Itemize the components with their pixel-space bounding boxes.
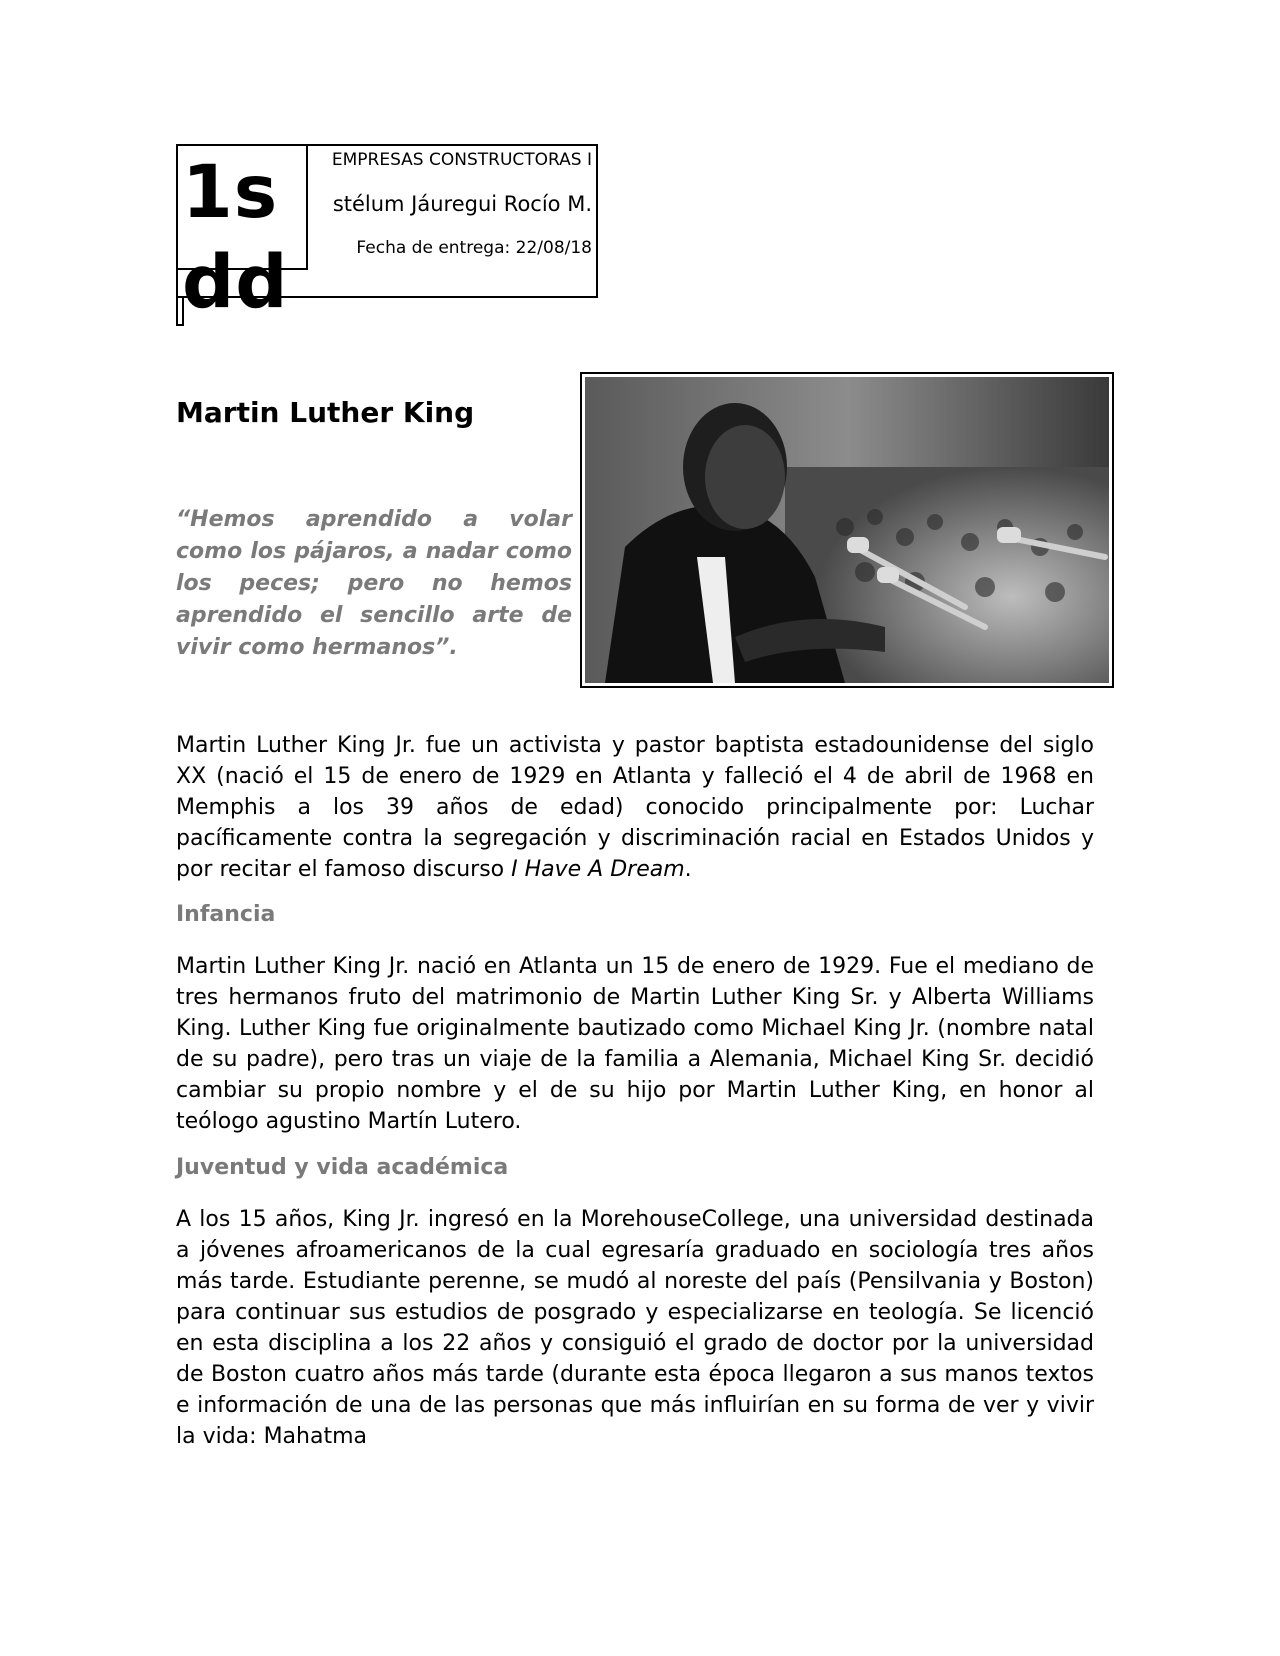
quote: “Hemos aprendido a volar como los pájaros, a nadar como los peces; pero no hemos aprendido el sencillo arte de vivir como hermanos”.	[176, 507, 572, 660]
portrait-photo	[580, 372, 1114, 688]
section-heading-infancia: Infancia	[176, 902, 276, 927]
header-company	[300, 150, 592, 170]
section-heading-juventud: Juventud y vida académica	[176, 1155, 509, 1180]
header-author	[300, 192, 592, 216]
document-title: Martin Luther King	[176, 396, 475, 429]
intro-text: Martin Luther King Jr. fue un activista y pastor baptista estadounidense del siglo XX (nació el 15 de enero de 1929 en Atlanta y falleció el 4 de abril de 1968 en Memphis a los 39 años de edad) conocido principalmente por: Luchar pacíficamente contra la segregación y discriminación racial en Estados Unidos y por recitar el famoso discurso	[176, 733, 1094, 882]
section-paragraph-juventud: A los 15 años, King Jr. ingresó en la MorehouseCollege, una universidad destinada a jóvenes afroamericanos de la cual egresaría graduado en sociología tres años más tarde. Estudiante perenne, se mudó al noreste del país (Pensilvania y Boston) para continuar sus estudios de posgrado y especializarse en teología. Se licenció en esta disciplina a los 22 años y consiguió el grado de doctor por la universidad de Boston cuatro años más tarde (durante esta época llegaron a sus manos textos e información de una de las personas que más influirían en su forma de ver y vivir la vida: Mahatma	[176, 1207, 1094, 1449]
section-paragraph-infancia: Martin Luther King Jr. nació en Atlanta un 15 de enero de 1929. Fue el mediano de tres hermanos fruto del matrimonio de Martin Luther King Sr. y Alberta Williams King. Luther King fue originalmente bautizado como Michael King Jr. (nombre natal de su padre), pero tras un viaje de la familia a Alemania, Michael King Sr. decidió cambiar su propio nombre y el de su hijo por Martin Luther King, en honor al teólogo agustino Martín Lutero.	[176, 954, 1094, 1134]
speech-title: I Have A Dream	[511, 857, 685, 882]
intro-paragraph	[176, 730, 1094, 885]
header-date: Fecha de entrega: 22/08/18	[356, 238, 592, 258]
code-box-tick	[176, 298, 184, 326]
header-company-text: EMPRESAS CONSTRUCTORAS I	[331, 150, 592, 170]
header-author-text: stélum Jáuregui Rocío M.	[332, 192, 592, 216]
portrait-photo-image	[585, 377, 1109, 683]
header-code: 1s dd	[182, 150, 289, 325]
intro-end: .	[684, 857, 692, 882]
